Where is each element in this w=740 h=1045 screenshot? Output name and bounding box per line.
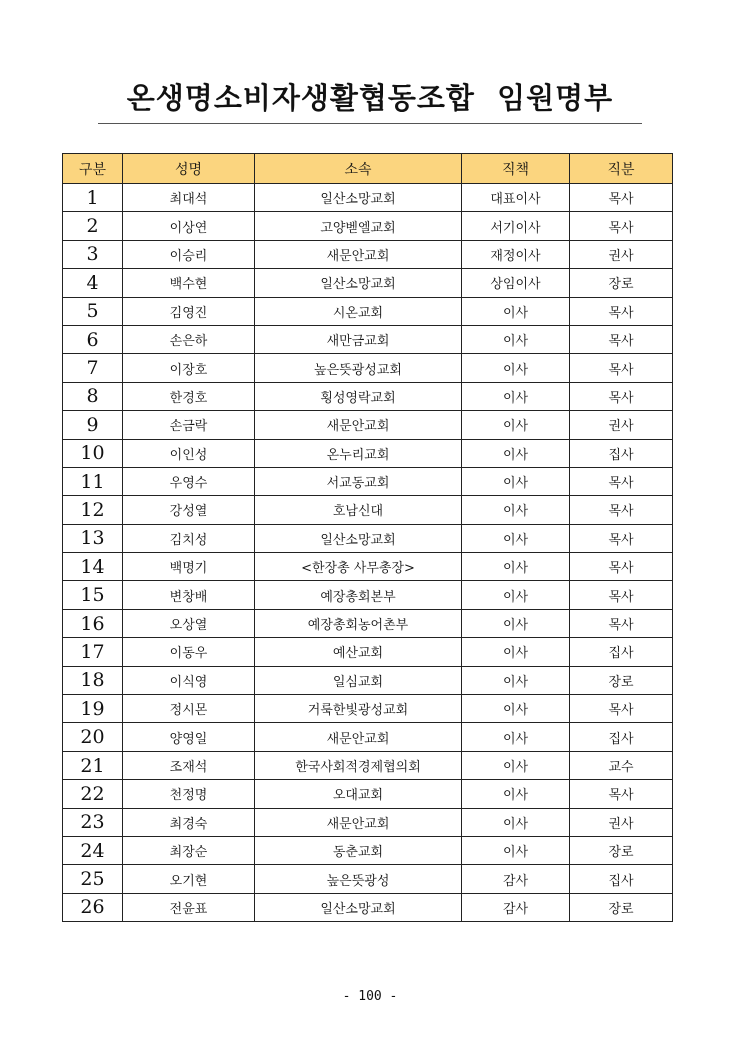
- table-row: [63, 893, 673, 921]
- church-title: 목사: [570, 297, 673, 325]
- church-title: 목사: [570, 325, 673, 353]
- affiliation: 서교동교회: [255, 467, 462, 495]
- position: 이사: [462, 836, 570, 864]
- person-name: 이인성: [123, 439, 255, 467]
- table-row: [63, 666, 673, 694]
- position: 이사: [462, 325, 570, 353]
- church-title: 목사: [570, 780, 673, 808]
- row-number: 3: [63, 240, 123, 268]
- affiliation: 시온교회: [255, 297, 462, 325]
- person-name: 백수현: [123, 269, 255, 297]
- row-number: 20: [63, 723, 123, 751]
- position: 이사: [462, 780, 570, 808]
- affiliation: 일산소망교회: [255, 893, 462, 921]
- table-row: [63, 865, 673, 893]
- affiliation: 일산소망교회: [255, 269, 462, 297]
- table-row: [63, 609, 673, 637]
- person-name: 김치성: [123, 524, 255, 552]
- position: 상임이사: [462, 269, 570, 297]
- affiliation: 새문안교회: [255, 240, 462, 268]
- church-title: 목사: [570, 553, 673, 581]
- affiliation: 일산소망교회: [255, 184, 462, 212]
- church-title: 장로: [570, 836, 673, 864]
- church-title: 목사: [570, 184, 673, 212]
- table-row: [63, 808, 673, 836]
- row-number: 16: [63, 609, 123, 637]
- position: 이사: [462, 439, 570, 467]
- position: 이사: [462, 411, 570, 439]
- row-number: 25: [63, 865, 123, 893]
- person-name: 조재석: [123, 751, 255, 779]
- position: 이사: [462, 496, 570, 524]
- table-row: [63, 269, 673, 297]
- person-name: 전윤표: [123, 893, 255, 921]
- church-title: 장로: [570, 893, 673, 921]
- title-underline: [98, 123, 642, 124]
- church-title: 집사: [570, 638, 673, 666]
- church-title: 권사: [570, 240, 673, 268]
- person-name: 백명기: [123, 553, 255, 581]
- position: 이사: [462, 723, 570, 751]
- position: 대표이사: [462, 184, 570, 212]
- affiliation: 호남신대: [255, 496, 462, 524]
- row-number: 26: [63, 893, 123, 921]
- person-name: 최경숙: [123, 808, 255, 836]
- church-title: 장로: [570, 269, 673, 297]
- affiliation: 일심교회: [255, 666, 462, 694]
- table-row: [63, 212, 673, 240]
- church-title: 집사: [570, 439, 673, 467]
- church-title: 집사: [570, 865, 673, 893]
- affiliation: 예장총회본부: [255, 581, 462, 609]
- position: 이사: [462, 382, 570, 410]
- person-name: 정시몬: [123, 695, 255, 723]
- affiliation: 거룩한빛광성교회: [255, 695, 462, 723]
- affiliation: 예산교회: [255, 638, 462, 666]
- affiliation: 새문안교회: [255, 808, 462, 836]
- row-number: 5: [63, 297, 123, 325]
- person-name: 최장순: [123, 836, 255, 864]
- row-number: 12: [63, 496, 123, 524]
- row-number: 14: [63, 553, 123, 581]
- person-name: 오기현: [123, 865, 255, 893]
- table-header-row: [63, 154, 673, 184]
- row-number: 11: [63, 467, 123, 495]
- table-row: [63, 297, 673, 325]
- church-title: 목사: [570, 382, 673, 410]
- affiliation: 예장총회농어촌부: [255, 609, 462, 637]
- row-number: 13: [63, 524, 123, 552]
- affiliation: 오대교회: [255, 780, 462, 808]
- position: 이사: [462, 638, 570, 666]
- church-title: 권사: [570, 808, 673, 836]
- page-number: - 100 -: [342, 989, 398, 1004]
- affiliation: 일산소망교회: [255, 524, 462, 552]
- row-number: 10: [63, 439, 123, 467]
- row-number: 15: [63, 581, 123, 609]
- row-number: 17: [63, 638, 123, 666]
- table-row: [63, 780, 673, 808]
- position: 이사: [462, 297, 570, 325]
- header-division: 구분: [63, 154, 123, 184]
- table-row: [63, 467, 673, 495]
- position: 이사: [462, 666, 570, 694]
- row-number: 7: [63, 354, 123, 382]
- position: 이사: [462, 695, 570, 723]
- table-row: [63, 695, 673, 723]
- table-body: [63, 184, 673, 922]
- person-name: 이장호: [123, 354, 255, 382]
- church-title: 목사: [570, 212, 673, 240]
- position: 감사: [462, 865, 570, 893]
- position: 재정이사: [462, 240, 570, 268]
- position: 서기이사: [462, 212, 570, 240]
- affiliation: 새만금교회: [255, 325, 462, 353]
- table-row: [63, 496, 673, 524]
- person-name: 오상열: [123, 609, 255, 637]
- church-title: 목사: [570, 496, 673, 524]
- person-name: 최대석: [123, 184, 255, 212]
- person-name: 이동우: [123, 638, 255, 666]
- church-title: 목사: [570, 695, 673, 723]
- person-name: 우영수: [123, 467, 255, 495]
- person-name: 강성열: [123, 496, 255, 524]
- table-row: [63, 354, 673, 382]
- affiliation: 한국사회적경제협의회: [255, 751, 462, 779]
- affiliation: 새문안교회: [255, 411, 462, 439]
- row-number: 21: [63, 751, 123, 779]
- position: 이사: [462, 524, 570, 552]
- table-row: [63, 240, 673, 268]
- row-number: 18: [63, 666, 123, 694]
- officer-roster-table: [62, 153, 673, 922]
- person-name: 손은하: [123, 325, 255, 353]
- church-title: 목사: [570, 354, 673, 382]
- church-title: 권사: [570, 411, 673, 439]
- row-number: 8: [63, 382, 123, 410]
- table-row: [63, 638, 673, 666]
- church-title: 장로: [570, 666, 673, 694]
- row-number: 24: [63, 836, 123, 864]
- church-title: 목사: [570, 581, 673, 609]
- person-name: 이상연: [123, 212, 255, 240]
- person-name: 천정명: [123, 780, 255, 808]
- row-number: 6: [63, 325, 123, 353]
- person-name: 한경호: [123, 382, 255, 410]
- table-row: [63, 439, 673, 467]
- position: 이사: [462, 751, 570, 779]
- header-position: 직책: [462, 154, 570, 184]
- church-title: 교수: [570, 751, 673, 779]
- church-title: 목사: [570, 524, 673, 552]
- affiliation: 온누리교회: [255, 439, 462, 467]
- table-row: [63, 411, 673, 439]
- church-title: 집사: [570, 723, 673, 751]
- position: 이사: [462, 609, 570, 637]
- affiliation: 새문안교회: [255, 723, 462, 751]
- affiliation: <한장총 사무총장>: [255, 553, 462, 581]
- affiliation: 횡성영락교회: [255, 382, 462, 410]
- header-title: 직분: [570, 154, 673, 184]
- header-name: 성명: [123, 154, 255, 184]
- row-number: 2: [63, 212, 123, 240]
- person-name: 변창배: [123, 581, 255, 609]
- position: 이사: [462, 808, 570, 836]
- row-number: 19: [63, 695, 123, 723]
- row-number: 22: [63, 780, 123, 808]
- position: 이사: [462, 354, 570, 382]
- table-row: [63, 325, 673, 353]
- affiliation: 동춘교회: [255, 836, 462, 864]
- church-title: 목사: [570, 609, 673, 637]
- row-number: 1: [63, 184, 123, 212]
- row-number: 9: [63, 411, 123, 439]
- church-title: 목사: [570, 467, 673, 495]
- person-name: 이식영: [123, 666, 255, 694]
- person-name: 김영진: [123, 297, 255, 325]
- position: 이사: [462, 581, 570, 609]
- position: 이사: [462, 553, 570, 581]
- affiliation: 높은뜻광성교회: [255, 354, 462, 382]
- page-title: 온생명소비자생활협동조합 임원명부: [126, 81, 614, 115]
- table-row: [63, 723, 673, 751]
- table-row: [63, 524, 673, 552]
- table-row: [63, 184, 673, 212]
- person-name: 양영일: [123, 723, 255, 751]
- header-affiliation: 소속: [255, 154, 462, 184]
- row-number: 23: [63, 808, 123, 836]
- table-row: [63, 836, 673, 864]
- position: 감사: [462, 893, 570, 921]
- table-row: [63, 553, 673, 581]
- person-name: 이승리: [123, 240, 255, 268]
- table-row: [63, 581, 673, 609]
- affiliation: 높은뜻광성: [255, 865, 462, 893]
- person-name: 손금락: [123, 411, 255, 439]
- row-number: 4: [63, 269, 123, 297]
- position: 이사: [462, 467, 570, 495]
- affiliation: 고양벧엘교회: [255, 212, 462, 240]
- table-row: [63, 751, 673, 779]
- table-row: [63, 382, 673, 410]
